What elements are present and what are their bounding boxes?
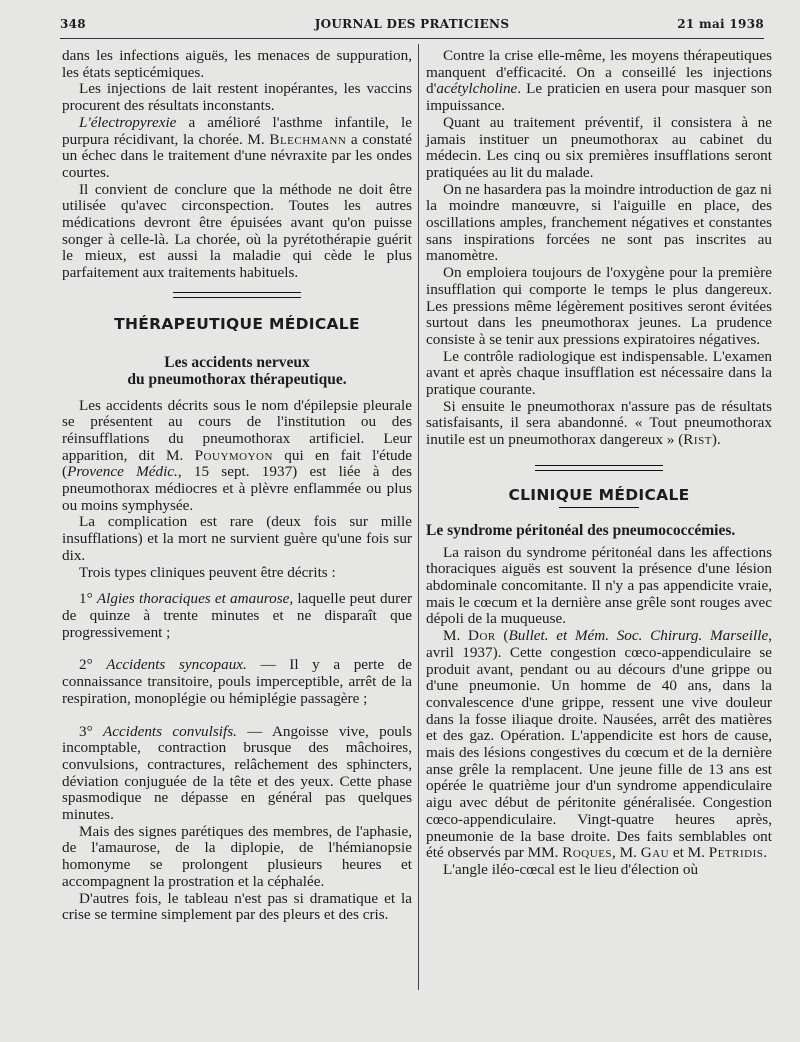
paragraph: Le contrôle radiologique est indispensable. L'examen avant et après chaque insufflation est nécessaire dans la pratique courante.	[426, 347, 772, 399]
journal-title: JOURNAL DES PRATICIENS	[314, 17, 510, 31]
paragraph: L'électropyrexie a amélioré l'asthme infantile, le purpura récidivant, la chorée. M. Blechmann a constaté un échec dans le traitement d'une névraxite par les ondes courtes.	[62, 113, 412, 181]
title-underline	[559, 507, 639, 508]
issue-date: 21 mai 1938	[677, 17, 764, 31]
author-name: Roques	[562, 844, 613, 862]
paragraph: Quant au traitement préventif, il consistera à ne jamais instituer un pneumothorax au cabinet du médecin. Les cinq ou six premières insufflations seront pratiquées au lit du malade.	[426, 113, 772, 181]
double-rule	[173, 292, 301, 298]
paragraph: On emploiera toujours de l'oxygène pour la première insufflation qui comporte le temps le plus dangereux. Les pressions même légèrement positives seront évitées surtout dans les pneumothorax jeunes. La prudence consiste à se tenir aux pressions expiratoires négatives.	[426, 264, 772, 348]
article-title: Le syndrome péritonéal des pneumococcémies.	[426, 521, 736, 539]
term: L'électropyrexie	[79, 113, 177, 131]
article-title: Les accidents nerveux du pneumothorax thérapeutique.	[127, 353, 347, 388]
paragraph: M. Dor (Bullet. et Mém. Soc. Chirurg. Marseille, avril 1937). Cette congestion cœco-appendiculaire se produit avant, pendant ou au décours d'une grippe ou d'une pneumonie. Un homme de 40 ans, dans la convalescence d'une grippe, ressent une vive douleur dans la fosse iliaque droite. Nausées, arrêt des matières et des gaz. Opération. L'appendicite est hors de cause, mais des lésions congestives du cœcum et de la dernière anse grêle la remplacent. Une jeune fille de 13 ans est opérée le quatrième jour d'un syndrome appendiculaire aigu avec début de péritonite généralisée. Congestion cœco-appendiculaire. Vingt-quatre heures après, pneumonie de la base droite. Des faits semblables ont été observés par MM. Roques, M. Gau et M. Petridis.	[426, 627, 772, 862]
left-column	[62, 48, 412, 924]
double-rule	[535, 465, 663, 471]
right-column	[426, 48, 772, 879]
source: Bullet. et Mém. Soc. Chirurg. Marseille	[508, 627, 769, 645]
column-divider	[418, 44, 419, 990]
paragraph: Si ensuite le pneumothorax n'assure pas de résultats satisfaisants, il sera abandonné. « Tout pneumothorax inutile est un pneumothorax dangereux » (Rist).	[426, 397, 772, 449]
section-heading-block	[426, 465, 772, 508]
author-name: Rist	[683, 431, 712, 449]
section-title: CLINIQUE MÉDICALE	[508, 485, 690, 504]
list-item: 1° Algies thoraciques et amaurose, laquelle peut durer de quinze à trente minutes et ne disparaît que progressivement ;	[62, 590, 412, 641]
paragraph: La raison du syndrome péritonéal dans les affections thoraciques aiguës est souvent la présence d'une lésion abdominale concomitante. Il n'y a pas appendicite vraie, mais le cœcum et la dernière anse grêle sont rouges avec dépoli de la muqueuse.	[426, 543, 772, 628]
section-heading-block	[62, 292, 412, 333]
term: acétylcholine	[436, 80, 518, 98]
author-name: Gau	[640, 844, 670, 862]
paragraph: D'autres fois, le tableau n'est pas si dramatique et la crise se termine simplement par des pleurs et des cris.	[62, 889, 412, 924]
paragraph: Trois types cliniques peuvent être décrits :	[79, 563, 336, 581]
running-header	[60, 15, 764, 37]
paragraph: Les injections de lait restent inopérantes, les vaccins procurent des résultats inconstants.	[62, 80, 412, 115]
author-name: Petridis	[708, 844, 764, 862]
paragraph: Contre la crise elle-même, les moyens thérapeutiques manquent d'efficacité. On a conseillé les injections d'acétylcholine. Le praticien en usera pour masquer son impuissance.	[426, 47, 772, 115]
author-name: Blechmann	[269, 130, 347, 148]
section-title: THÉRAPEUTIQUE MÉDICALE	[114, 314, 360, 333]
paragraph: dans les infections aiguës, les menaces de suppuration, les états septicémiques.	[62, 47, 412, 81]
header-rule	[60, 38, 764, 39]
paragraph: L'angle iléo-cœcal est le lieu d'élection où	[443, 860, 699, 878]
source: Provence Médic.	[67, 463, 178, 481]
page-number: 348	[60, 17, 86, 31]
paragraph: On ne hasardera pas la moindre introduction de gaz ni la moindre manœuvre, si l'aiguille en place, des oscillations amples, franchement négatives et constantes sans inspirations forcées ne sont pas inscrites au manomètre.	[426, 180, 772, 265]
paragraph: Il convient de conclure que la méthode ne doit être utilisée qu'avec circonspection. Toutes les autres médications devront être épuisées avant qu'on puisse songer à celle-là. La chorée, où la pyrétothérapie guérit le mieux, est aussi la maladie qui cède le plus parfaitement aux traitements habituels.	[62, 180, 412, 282]
author-name: Dor	[467, 627, 496, 645]
paragraph: Les accidents décrits sous le nom d'épilepsie pleurale se présentent au cours de l'institution ou des réinsufflations du pneumothorax artificiel. Leur apparition, dit M. Pouymoyon qui en fait l'étude (Provence Médic., 15 sept. 1937) est liée à des pneumothorax médiocres et à plèvre enflammée ou plus ou moins symphysée.	[62, 396, 412, 514]
list-item: 3° Accidents convulsifs. — Angoisse vive, pouls incomptable, contraction brusque des mâchoires, convulsions, contractures, relâchement des sphincters, déviation conjuguée de la tête et des yeux. Cette phase spasmodique ne dépasse en général pas quelques minutes.	[62, 722, 413, 824]
list-item: 2° Accidents syncopaux. — Il y a perte de connaissance transitoire, pouls imperceptible, arrêt de la respiration, monoplégie ou hémiplégie passagère ;	[62, 656, 413, 707]
paragraph: Mais des signes parétiques des membres, de l'aphasie, de l'amaurose, de la diplopie, de l'hémianopsie homonyme se prolongent plusieurs heures et accompagnent la prostration et la céphalée.	[62, 822, 412, 890]
paragraph: La complication est rare (deux fois sur mille insufflations) et la mort ne survient guère qu'une fois sur dix.	[62, 513, 412, 564]
author-name: Pouymoyon	[194, 446, 273, 464]
